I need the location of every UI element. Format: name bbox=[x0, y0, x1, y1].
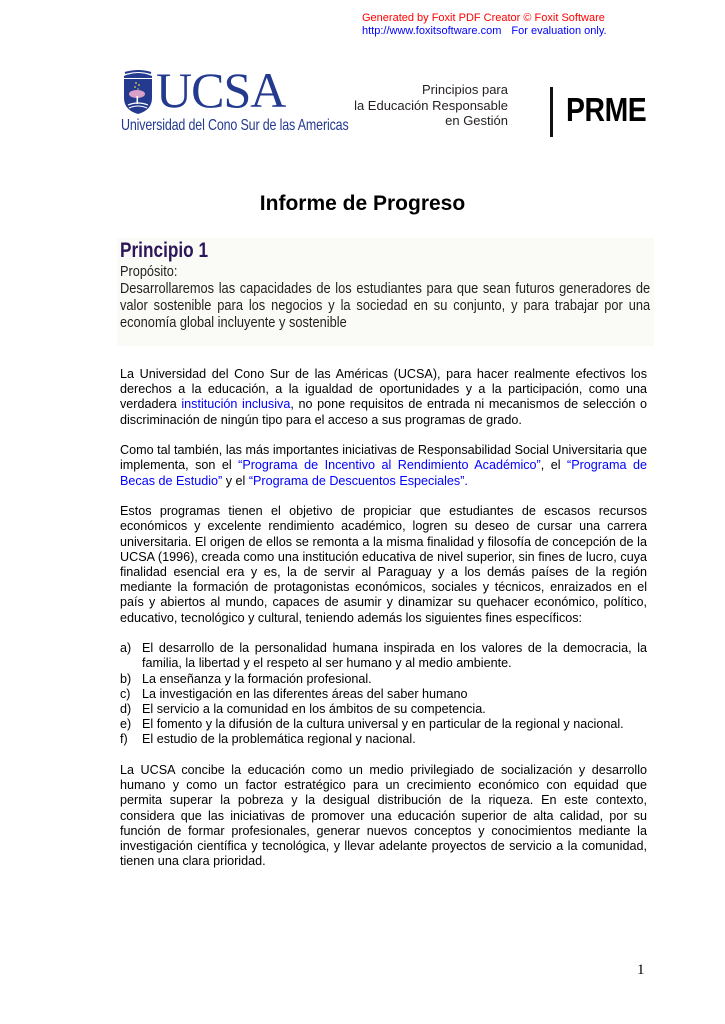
list-item-text: El desarrollo de la personalidad humana inspirada en los valores de la democracia, la familia, la libertad y el respeto al ser humano y al medio ambiente. bbox=[142, 641, 647, 671]
highlight-programa-descuentos: “Programa de Descuentos Especiales”. bbox=[248, 473, 468, 488]
watermark-generator-text: Generated by Foxit PDF Creator © Foxit Software bbox=[362, 12, 605, 24]
watermark-line-2 bbox=[362, 25, 617, 38]
list-item-text: El estudio de la problemática regional y nacional. bbox=[142, 732, 416, 747]
ucsa-acronym: UCSA bbox=[156, 62, 286, 118]
list-item bbox=[120, 732, 647, 747]
paragraph-text: Como tal también, las más importantes iniciativas de Responsabilidad Social Universitaria que implementa, son el bbox=[120, 443, 647, 473]
highlight-programa-incentivo: “Programa de Incentivo al Rendimiento Académico” bbox=[238, 458, 541, 473]
list-item-text: La investigación en las diferentes áreas del saber humano bbox=[142, 686, 468, 701]
document-title: Informe de Progreso bbox=[259, 192, 466, 215]
list-item-text: El servicio a la comunidad en los ámbitos de su competencia. bbox=[142, 702, 486, 717]
prme-logo bbox=[354, 82, 650, 147]
highlight-programa-becas: “Programa de Becas de Estudio” bbox=[120, 458, 647, 488]
paragraph-text: y el bbox=[222, 473, 249, 488]
foxit-watermark bbox=[362, 12, 617, 38]
list-item-text: El fomento y la difusión de la cultura universal y en particular de la regional y nacional. bbox=[142, 717, 624, 732]
ucsa-full-name: Universidad del Cono Sur de las Americas bbox=[121, 117, 349, 134]
paragraph-text: , el bbox=[540, 458, 568, 473]
university-shield-icon bbox=[122, 70, 154, 114]
principle-subtitle: Propósito: bbox=[120, 263, 178, 280]
paragraph-rsu-programs bbox=[120, 443, 647, 489]
list-item-text: La enseñanza y la formación profesional. bbox=[142, 671, 372, 686]
list-item bbox=[120, 672, 647, 687]
paragraph-education-concept: La UCSA concibe la educación como un medio privilegiado de socialización y desarrollo humano y como un factor estratégico para un crecimiento económico con equidad que permita superar la pobreza y la desigual distribución de la riqueza. En este contexto, considera que las iniciativas de promover una educación superior de alta calidad, por su función de formar profesionales, generar nuevos conceptos y conocimientos mediante la investigación científica y tecnológica, y llevar adelante proyectos de servicio a la comunidad, tienen una clara prioridad. bbox=[120, 763, 647, 869]
principle-purpose-text: Desarrollaremos las capacidades de los estudiantes para que sean futuros generadores de valor sostenible para los negocios y la sociedad en su conjunto, y para trabajar por una economía global incluyente y sostenible bbox=[120, 280, 651, 331]
list-item bbox=[120, 702, 647, 717]
prme-divider bbox=[550, 87, 553, 137]
prme-tagline-line: en Gestión bbox=[445, 113, 508, 128]
list-marker: e) bbox=[120, 717, 132, 732]
principle-banner bbox=[117, 238, 654, 346]
highlight-institucion-inclusiva: institución inclusiva bbox=[181, 397, 291, 412]
list-marker: d) bbox=[120, 702, 132, 717]
paragraph-inclusive-institution bbox=[120, 367, 647, 428]
watermark-evaluation-note: For evaluation only. bbox=[511, 25, 607, 37]
list-item bbox=[120, 687, 647, 702]
page-number: 1 bbox=[637, 962, 645, 978]
prme-tagline-line: Principios para bbox=[422, 82, 508, 97]
paragraph-programs-objective: Estos programas tienen el objetivo de propiciar que estudiantes de escasos recursos económicos y excelente rendimiento académico, logren su deseo de cursar una carrera universitaria. El origen de ellos se remonta a la misma finalidad y filosofía de concepción de la UCSA (1996), creada como una institución educativa de nivel superior, sin fines de lucro, cuya finalidad esencial era y es, la de servir al Paraguay y a los demás países de la región mediante la formación de protagonistas económicos, sociales y técnicos, enraizados en el país y abiertos al mundo, capaces de asumir y dinamizar su quehacer económico, político, educativo, tecnológico y cultural, teniendo además los siguientes fines específicos: bbox=[120, 504, 647, 625]
prme-tagline-line: la Educación Responsable bbox=[354, 97, 508, 113]
principle-title: Principio 1 bbox=[120, 239, 209, 262]
list-marker: c) bbox=[120, 686, 131, 701]
list-marker: b) bbox=[120, 671, 132, 686]
specific-aims-list bbox=[120, 641, 647, 747]
prme-acronym: PRME bbox=[566, 91, 647, 128]
watermark-url-link[interactable]: http://www.foxitsoftware.com bbox=[362, 25, 502, 37]
list-marker: a) bbox=[120, 641, 132, 656]
list-item bbox=[120, 641, 647, 671]
prme-tagline bbox=[308, 82, 508, 129]
list-item bbox=[120, 717, 647, 732]
paragraph-text: La Universidad del Cono Sur de las Américas (UCSA), para hacer realmente efectivos los derechos a la educación, a la igualdad de oportunidades y a la participación, como una verdadera bbox=[120, 367, 647, 412]
document-body bbox=[120, 367, 647, 885]
list-marker: f) bbox=[120, 732, 128, 747]
paragraph-text: , no pone requisitos de entrada ni mecanismos de selección o discriminación de ningún tipo para el acceso a sus programas de grado. bbox=[120, 397, 647, 427]
